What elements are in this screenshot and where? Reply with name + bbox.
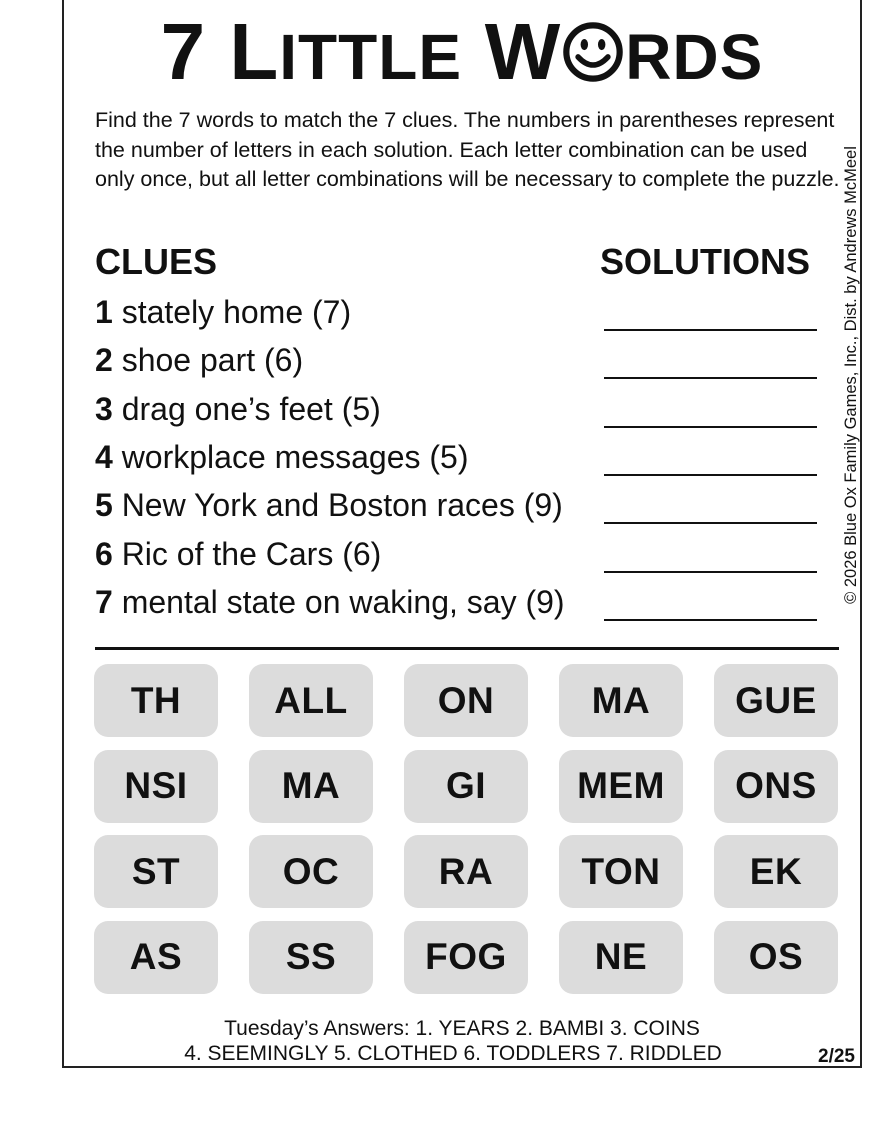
letter-tile[interactable]: MEM <box>559 750 683 823</box>
solution-blank[interactable] <box>604 571 817 573</box>
clue-text: Ric of the Cars (6) <box>121 535 382 572</box>
letter-tile[interactable]: MA <box>559 664 683 737</box>
puzzle-date: 2/25 <box>818 1046 855 1067</box>
solution-blank[interactable] <box>604 619 817 621</box>
clue-text: stately home (7) <box>121 294 352 330</box>
letter-tile[interactable]: NSI <box>94 750 218 823</box>
clue-number: 5 <box>95 487 113 524</box>
clue-number: 7 <box>95 583 113 620</box>
clue-item <box>95 582 565 622</box>
clue-number: 3 <box>95 390 113 427</box>
clue-number: 1 <box>95 294 113 330</box>
clues-heading: CLUES <box>95 241 218 282</box>
title-part-4: RDS <box>625 21 764 93</box>
solution-blank[interactable] <box>604 377 817 379</box>
letter-tile[interactable]: GUE <box>714 664 838 737</box>
title-part-3: W <box>484 7 562 96</box>
letter-tile[interactable]: TON <box>559 835 683 908</box>
solution-blank[interactable] <box>604 426 817 428</box>
smiley-face-icon <box>562 21 624 83</box>
clue-item <box>95 485 563 525</box>
clue-number: 4 <box>95 438 113 475</box>
solutions-heading: SOLUTIONS <box>600 241 811 282</box>
clue-item <box>95 389 381 429</box>
previous-answers <box>62 1016 862 1066</box>
letter-tile[interactable]: EK <box>714 835 838 908</box>
solution-blank[interactable] <box>604 474 817 476</box>
clue-item <box>95 437 468 477</box>
clue-item <box>95 340 303 380</box>
divider <box>95 647 839 650</box>
puzzle-title <box>62 7 862 96</box>
clue-item <box>95 292 351 332</box>
letter-tile[interactable]: TH <box>94 664 218 737</box>
letter-tile[interactable]: ALL <box>249 664 373 737</box>
title-part-2: ITTLE <box>279 21 463 93</box>
letter-tile[interactable]: ST <box>94 835 218 908</box>
answers-line-2: 4. SEEMINGLY 5. CLOTHED 6. TODDLERS 7. RIDDLED <box>184 1042 722 1065</box>
clue-number: 2 <box>95 342 113 379</box>
answers-line-1: Tuesday’s Answers: 1. YEARS 2. BAMBI 3. COINS <box>224 1017 700 1040</box>
letter-tile[interactable]: GI <box>404 750 528 823</box>
clue-text: shoe part (6) <box>121 342 304 379</box>
clue-item <box>95 534 381 574</box>
clue-number: 6 <box>95 535 113 572</box>
letter-tile[interactable]: ON <box>404 664 528 737</box>
clue-text: drag one’s feet (5) <box>121 390 381 427</box>
letter-tile[interactable]: OC <box>249 835 373 908</box>
letter-tile[interactable]: AS <box>94 921 218 994</box>
instructions: Find the 7 words to match the 7 clues. The numbers in parentheses represent the number of letters in each solution. Each letter combination can be used only once, but all letter combinations will be necessary to complete the puzzle. <box>95 108 840 191</box>
letter-tile[interactable]: ONS <box>714 750 838 823</box>
letter-tile[interactable]: FOG <box>404 921 528 994</box>
clue-text: mental state on waking, say (9) <box>121 583 565 620</box>
letter-tile[interactable]: SS <box>249 921 373 994</box>
letter-tile[interactable]: OS <box>714 921 838 994</box>
letter-tile[interactable]: NE <box>559 921 683 994</box>
clue-text: New York and Boston races (9) <box>121 487 563 524</box>
letter-tile[interactable]: RA <box>404 835 528 908</box>
clue-text: workplace messages (5) <box>121 438 469 475</box>
title-part-1: 7 L <box>160 7 280 96</box>
letter-tile[interactable]: MA <box>249 750 373 823</box>
solution-blank[interactable] <box>604 329 817 331</box>
copyright-notice: © 2026 Blue Ox Family Games, Inc., Dist. by Andrews McMeel <box>842 146 860 604</box>
solution-blank[interactable] <box>604 522 817 524</box>
